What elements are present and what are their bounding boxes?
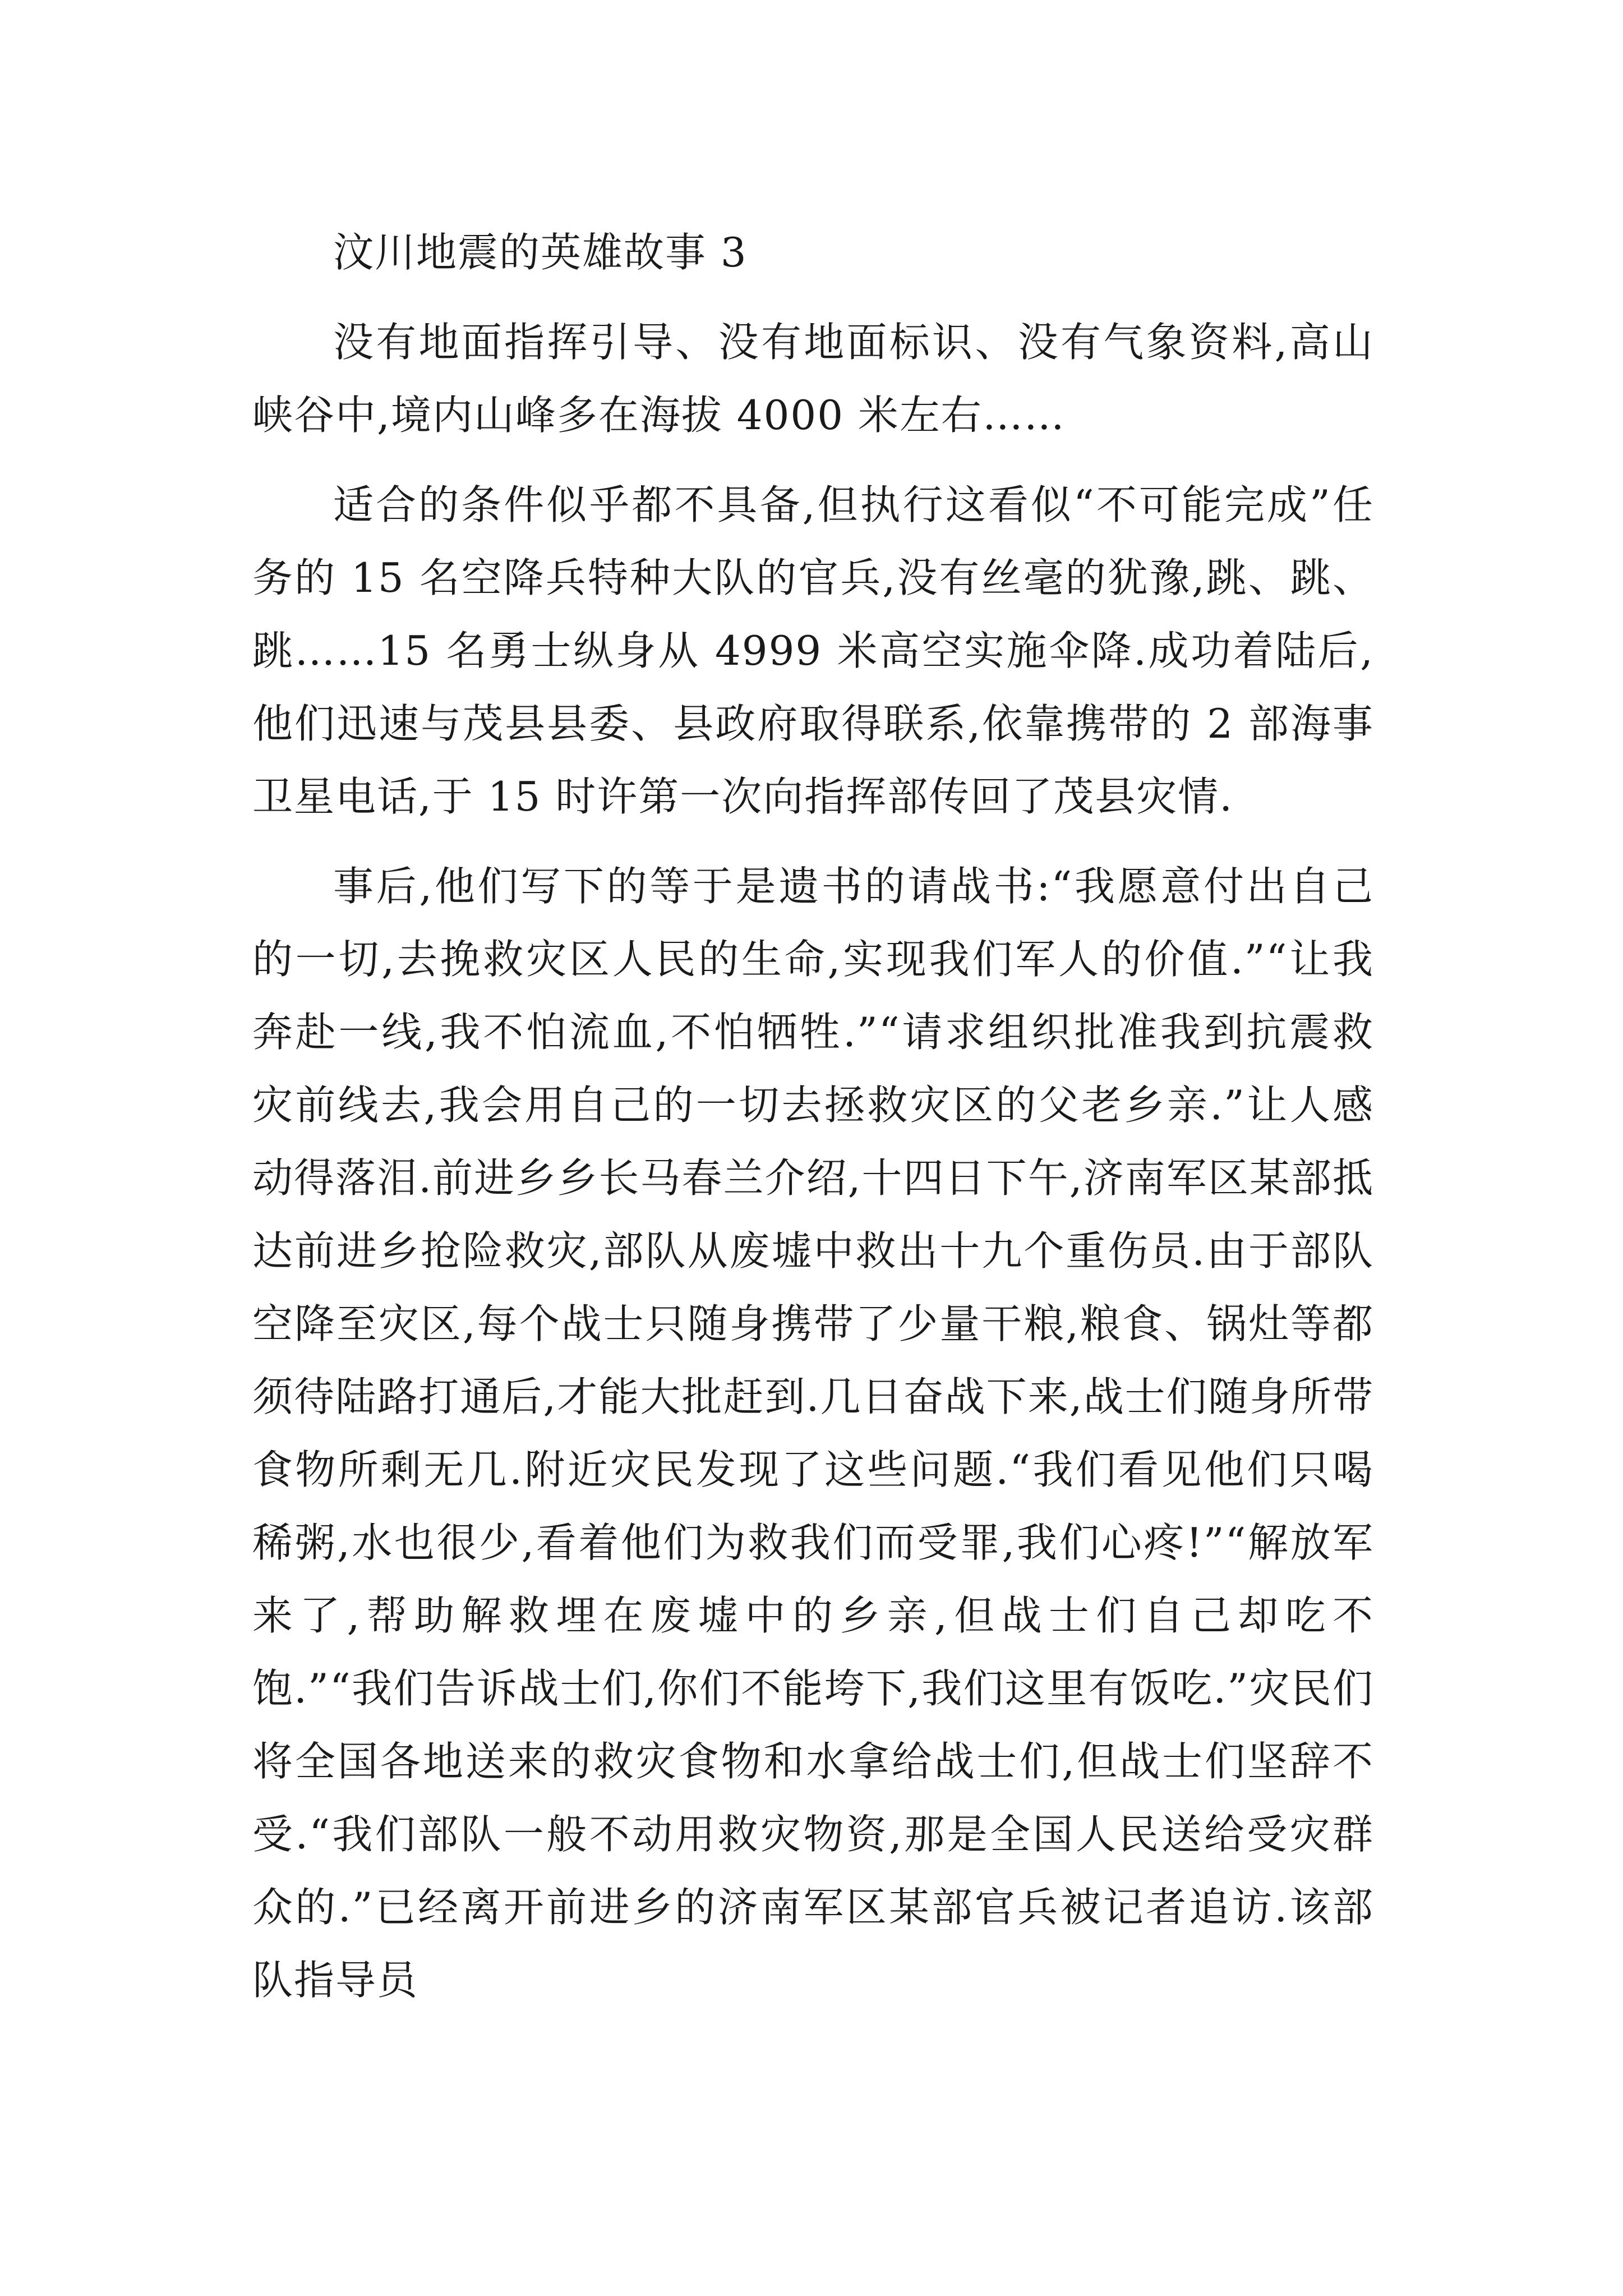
document-body bbox=[252, 216, 1374, 2017]
document-title: 汶川地震的英雄故事 3 bbox=[333, 229, 748, 276]
paragraph-1: 没有地面指挥引导、没有地面标识、没有气象资料,高山峡谷中,境内山峰多在海拔 4000 米左右…… bbox=[252, 319, 1374, 439]
paragraph-3: 事后,他们写下的等于是遗书的请战书:“我愿意付出自己的一切,去挽救灾区人民的生命,实现我们军人的价值.”“让我奔赴一线,我不怕流血,不怕牺牲.”“请求组织批准我到抗震救灾前线去,我会用自己的一切去拯救灾区的父老乡亲.”让人感动得落泪.前进乡乡长马春兰介绍,十四日下午,济南军区某部抵达前进乡抢险救灾,部队从废墟中救出十九个重伤员.由于部队空降至灾区,每个战士只随身携带了少量干粮,粮食、锅灶等都须待陆路打通后,才能大批赶到.几日奋战下来,战士们随身所带食物所剩无几.附近灾民发现了这些问题.“我们看见他们只喝稀粥,水也很少,看着他们为救我们而受罪,我们心疼!”“解放军来了,帮助解救埋在废墟中的乡亲,但战士们自己却吃不饱.”“我们告诉战士们,你们不能垮下,我们这里有饭吃.”灾民们将全国各地送来的救灾食物和水拿给战士们,但战士们坚辞不受.“我们部队一般不动用救灾物资,那是全国人民送给受灾群众的.”已经离开前进乡的济南军区某部官兵被记者追访.该部队指导员 bbox=[252, 863, 1374, 2004]
paragraph-2: 适合的条件似乎都不具备,但执行这看似“不可能完成”任务的 15 名空降兵特种大队的官兵,没有丝毫的犹豫,跳、跳、跳……15 名勇士纵身从 4999 米高空实施伞降.成功着陆后,他们迅速与茂县县委、县政府取得联系,依靠携带的 2 部海事卫星电话,于 15 时许第一次向指挥部传回了茂县灾情. bbox=[252, 481, 1374, 820]
